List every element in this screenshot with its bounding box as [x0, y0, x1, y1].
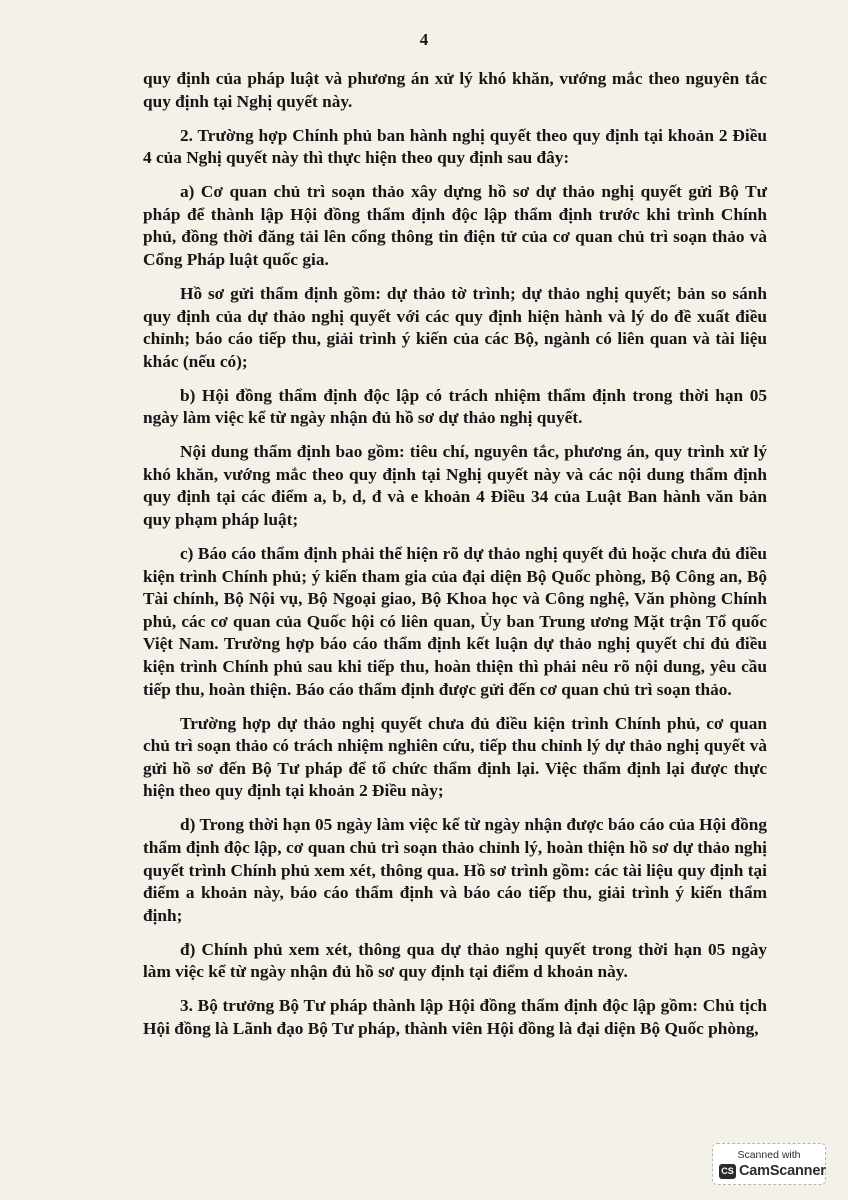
paragraph: Trường hợp dự thảo nghị quyết chưa đủ điều kiện trình Chính phủ, cơ quan chủ trì soạn thảo có trách nhiệm nghiên cứu, tiếp thu chỉnh lý dự thảo nghị quyết và gửi hồ sơ đến Bộ Tư pháp để tổ chức thẩm định lại. Việc thẩm định lại được thực hiện theo quy định tại khoản 2 Điều này; [143, 713, 767, 801]
paragraph: quy định của pháp luật và phương án xử lý khó khăn, vướng mắc theo nguyên tắc quy định tại Nghị quyết này. [143, 69, 767, 111]
watermark-caption: Scanned with [737, 1149, 801, 1161]
camscanner-logo-icon: CS [719, 1164, 736, 1179]
paragraph: Hồ sơ gửi thẩm định gồm: dự thảo tờ trình; dự thảo nghị quyết; bản so sánh quy định của dự thảo nghị quyết với các quy định hiện hành và lý do đề xuất điều chỉnh; báo cáo tiếp thu, giải trình ý kiến của các Bộ, ngành có liên quan và tài liệu khác (nếu có); [143, 283, 767, 371]
paragraph: d) Trong thời hạn 05 ngày làm việc kể từ ngày nhận được báo cáo của Hội đồng thẩm định độc lập, cơ quan chủ trì soạn thảo chỉnh lý, hoàn thiện hồ sơ dự thảo nghị quyết trình Chính phủ xem xét, thông qua. Hồ sơ trình gồm: các tài liệu quy định tại điểm a khoản này, báo cáo thẩm định và báo cáo tiếp thu, giải trình ý kiến thẩm định; [143, 815, 767, 925]
paragraph: đ) Chính phủ xem xét, thông qua dự thảo nghị quyết trong thời hạn 05 ngày làm việc kể từ ngày nhận đủ hồ sơ quy định tại điểm d khoản này. [143, 939, 767, 982]
paragraph: 3. Bộ trưởng Bộ Tư pháp thành lập Hội đồng thẩm định độc lập gồm: Chủ tịch Hội đồng là Lãnh đạo Bộ Tư pháp, thành viên Hội đồng là đại diện Bộ Quốc phòng, [143, 996, 767, 1038]
document-body [143, 68, 767, 1052]
paragraph: a) Cơ quan chủ trì soạn thảo xây dựng hồ sơ dự thảo nghị quyết gửi Bộ Tư pháp để thành lập Hội đồng thẩm định độc lập thẩm định trước khi trình Chính phủ, đồng thời đăng tải lên cổng thông tin điện tử của cơ quan chủ trì soạn thảo và Cổng Pháp luật quốc gia. [143, 182, 767, 269]
paragraph: b) Hội đồng thẩm định độc lập có trách nhiệm thẩm định trong thời hạn 05 ngày làm việc kể từ ngày nhận đủ hồ sơ dự thảo nghị quyết. [143, 385, 767, 428]
page-number: 4 [419, 30, 429, 49]
paragraph: Nội dung thẩm định bao gồm: tiêu chí, nguyên tắc, phương án, quy trình xử lý khó khăn, vướng mắc theo quy định tại Nghị quyết này và các nội dung thẩm định quy định tại các điểm a, b, d, đ và e khoản 4 Điều 34 của Luật Ban hành văn bản quy phạm pháp luật; [143, 442, 767, 530]
paragraph: c) Báo cáo thẩm định phải thể hiện rõ dự thảo nghị quyết đủ hoặc chưa đủ điều kiện trình Chính phủ; ý kiến tham gia của đại diện Bộ Quốc phòng, Bộ Công an, Bộ Tài chính, Bộ Nội vụ, Bộ Ngoại giao, Bộ Khoa học và Công nghệ, Văn phòng Chính phủ, các cơ quan của Quốc hội có liên quan, Ủy ban Trung ương Mặt trận Tổ quốc Việt Nam. Trường hợp báo cáo thẩm định kết luận dự thảo nghị quyết chỉ đủ điều kiện trình Chính phủ sau khi tiếp thu, hoàn thiện thì phải nêu rõ nội dung, yêu cầu tiếp thu, hoàn thiện. Báo cáo thẩm định được gửi đến cơ quan chủ trì soạn thảo. [143, 544, 767, 699]
paragraph: 2. Trường hợp Chính phủ ban hành nghị quyết theo quy định tại khoản 2 Điều 4 của Nghị quyết này thì thực hiện theo quy định sau đây: [143, 125, 767, 168]
camscanner-watermark [712, 1143, 826, 1185]
watermark-brand: CamScanner [739, 1163, 826, 1179]
